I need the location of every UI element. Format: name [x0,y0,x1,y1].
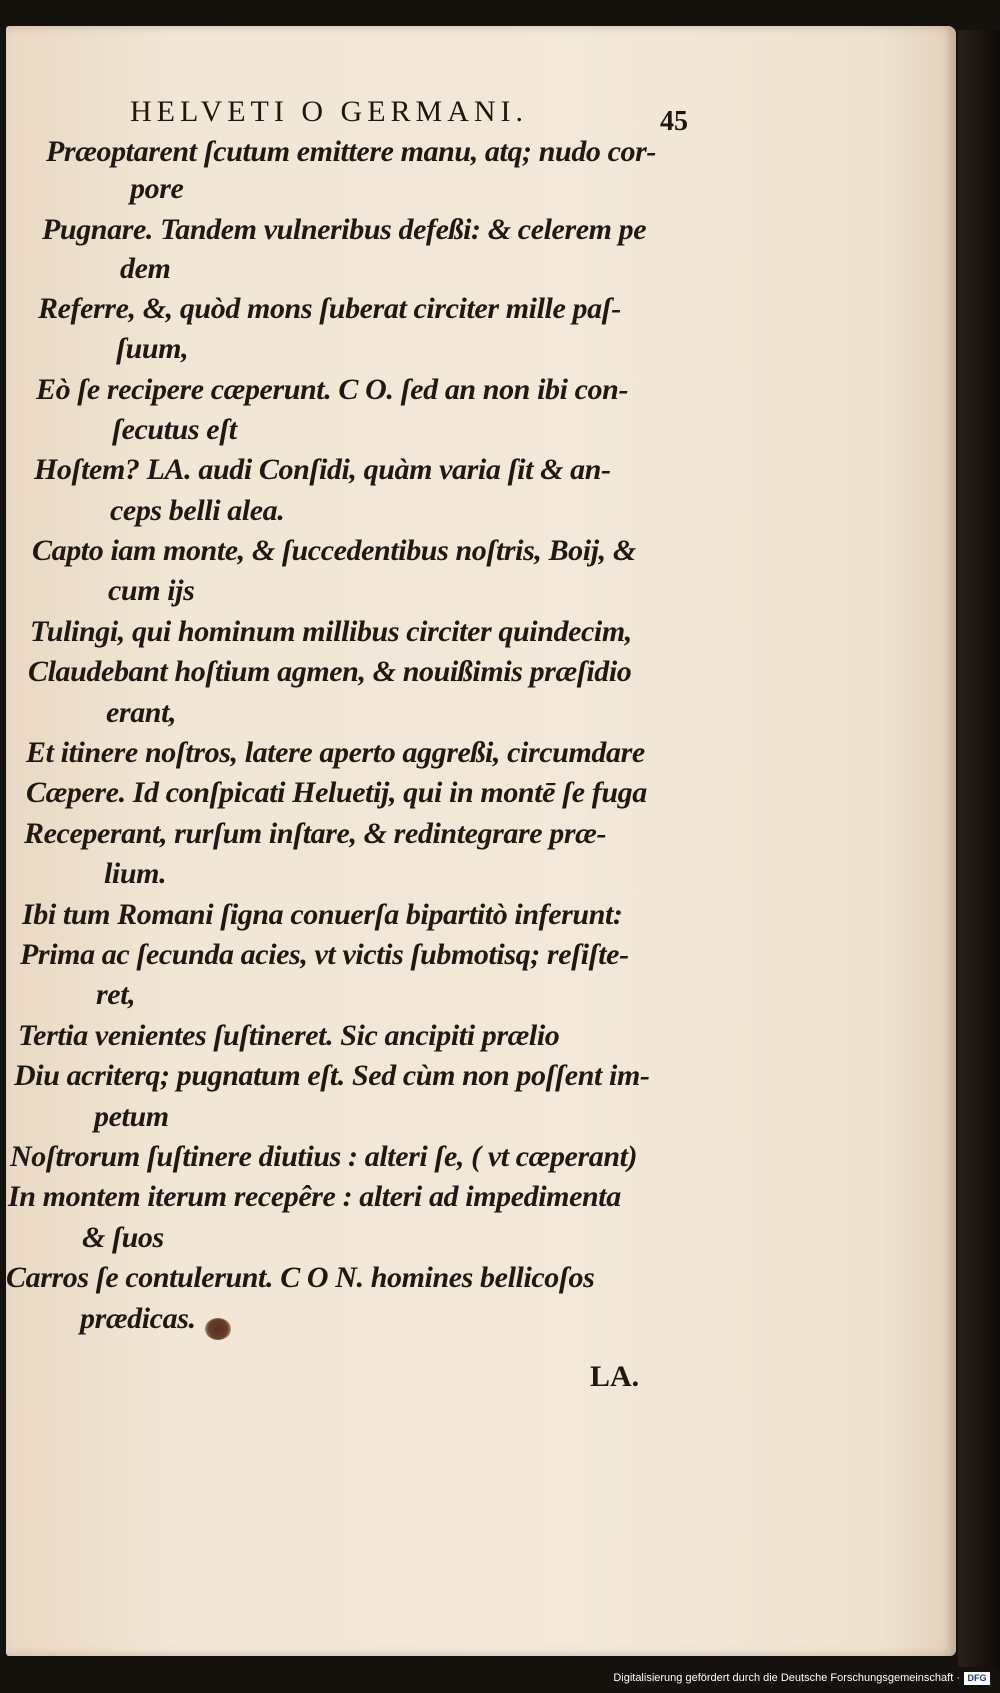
text-line: ſuum, [116,332,189,365]
text-line: cum ijs [108,574,195,607]
text-line: Carros ſe contulerunt. C O N. homines bellicoſos [6,1261,595,1294]
text-line: Præoptarent ſcutum emittere manu, atq; nudo cor- [46,135,656,168]
text-line: Hoſtem? LA. audi Conſidi, quàm varia ſit & an- [34,453,611,486]
dfg-logo: DFG [964,1672,990,1685]
text-line: Eò ſe recipere cæperunt. C O. ſed an non ibi con- [36,373,629,406]
catchword: LA. [590,1360,640,1393]
text-line: lium. [104,857,167,890]
footer-credit [609,1667,994,1689]
text-line: ret, [96,978,136,1011]
text-line: Prima ac ſecunda acies, vt victis ſubmotisq; reſiſte- [20,938,629,971]
text-line: Diu acriterq; pugnatum eſt. Sed cùm non poſſent im- [14,1059,650,1092]
text-line: Et itinere noſtros, latere aperto aggreßi, circumdare [26,736,645,769]
text-line: & ſuos [82,1221,164,1254]
text-line: Tertia venientes ſuſtineret. Sic ancipiti prælio [18,1019,560,1052]
text-line: erant, [106,696,177,729]
page-number: 45 [660,106,688,137]
text-line: prædicas. [80,1302,196,1335]
footer-text: Digitalisierung gefördert durch die Deutsche Forschungsgemeinschaft · [613,1672,960,1684]
text-line: Receperant, rurſum inſtare, & redintegrare præ- [24,817,607,850]
text-line: ceps belli alea. [110,494,285,527]
text-line: dem [120,252,171,285]
running-head: HELVETI O GERMANI. [130,95,529,128]
text-line: petum [94,1100,169,1133]
text-line: Claudebant hoſtium agmen, & nouißimis præſidio [28,655,632,688]
text-line: Pugnare. Tandem vulneribus defeßi: & celerem pe [42,213,647,246]
text-line: pore [130,172,184,205]
text-line: Referre, &, quòd mons ſuberat circiter mille paſ- [38,292,621,325]
text-line: Tulingi, qui hominum millibus circiter quindecim, [30,615,632,648]
text-line: Ibi tum Romani ſigna conuerſa bipartitò inferunt: [22,898,623,931]
text-line: Cæpere. Id conſpicati Heluetij, qui in montē ſe fuga [26,776,647,809]
text-line: Capto iam monte, & ſuccedentibus noſtris, Boij, & [32,534,636,567]
text-line: Noſtrorum ſuſtinere diutius : alteri ſe, ( vt cæperant) [10,1140,638,1173]
text-line: ſecutus eſt [112,413,237,446]
ink-stain [205,1318,231,1340]
text-line: In montem iterum recepêre : alteri ad impedimenta [8,1180,621,1213]
